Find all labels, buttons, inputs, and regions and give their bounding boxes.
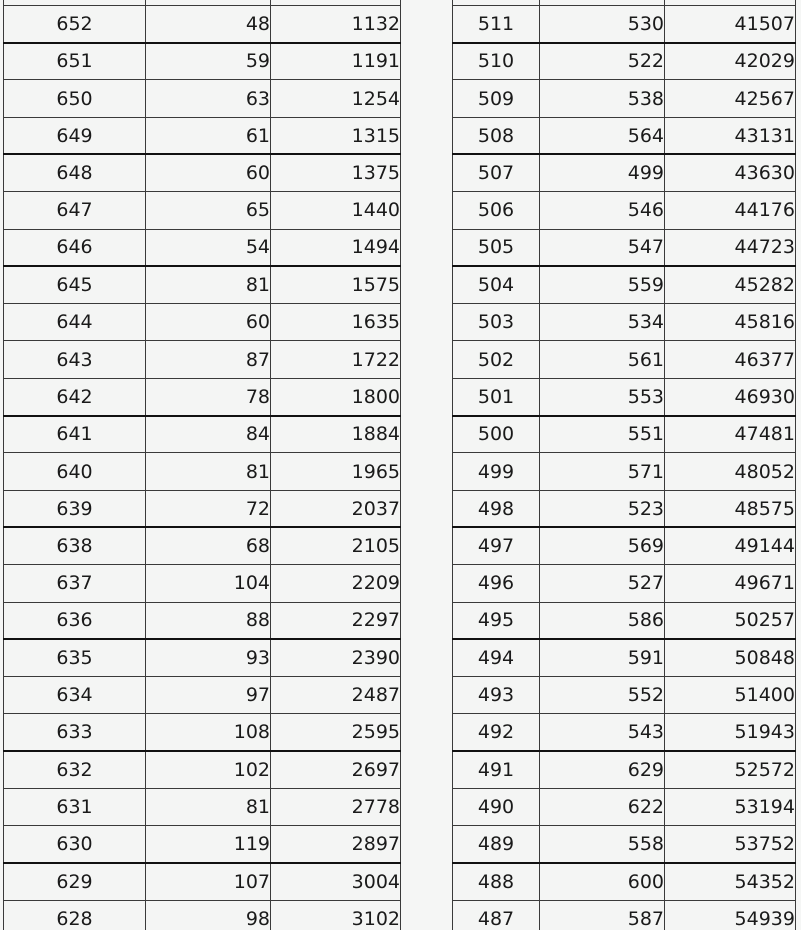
count-cell: 591	[540, 639, 665, 676]
score-cell: 638	[4, 527, 146, 564]
table-row	[453, 490, 796, 527]
count-cell: 547	[540, 229, 665, 266]
count-cell: 558	[540, 826, 665, 863]
right-score-table	[452, 0, 796, 930]
table-row	[453, 266, 796, 303]
cumulative-cell: 1254	[271, 80, 401, 117]
cumulative-cell: 3102	[271, 900, 401, 930]
count-cell: 586	[540, 602, 665, 639]
cumulative-cell: 43630	[665, 154, 796, 191]
count-cell: 60	[146, 304, 271, 341]
count-cell: 54	[146, 229, 271, 266]
table-row	[453, 527, 796, 564]
cumulative-cell: 2897	[271, 826, 401, 863]
cumulative-cell: 54939	[665, 900, 796, 930]
table-row	[453, 565, 796, 602]
cumulative-cell: 43131	[665, 117, 796, 154]
score-cell: 494	[453, 639, 540, 676]
cumulative-cell: 53194	[665, 789, 796, 826]
table-row	[4, 154, 401, 191]
count-cell: 93	[146, 639, 271, 676]
count-cell: 60	[146, 154, 271, 191]
score-cell: 650	[4, 80, 146, 117]
score-cell: 630	[4, 826, 146, 863]
count-cell: 107	[146, 863, 271, 900]
table-row	[453, 453, 796, 490]
table-row	[4, 416, 401, 453]
count-cell: 119	[146, 826, 271, 863]
cumulative-cell: 46930	[665, 378, 796, 415]
count-cell: 522	[540, 43, 665, 80]
count-cell: 552	[540, 677, 665, 714]
score-cell: 491	[453, 751, 540, 788]
cumulative-cell: 51943	[665, 714, 796, 751]
count-cell: 559	[540, 266, 665, 303]
score-cell: 637	[4, 565, 146, 602]
score-cell: 643	[4, 341, 146, 378]
score-cell: 496	[453, 565, 540, 602]
cumulative-cell: 2105	[271, 527, 401, 564]
score-cell: 497	[453, 527, 540, 564]
cumulative-cell: 2209	[271, 565, 401, 602]
score-cell: 633	[4, 714, 146, 751]
cumulative-cell: 48052	[665, 453, 796, 490]
left-score-table	[3, 0, 401, 930]
table-row	[453, 5, 796, 42]
cumulative-cell: 44176	[665, 192, 796, 229]
count-cell: 68	[146, 527, 271, 564]
score-cell: 501	[453, 378, 540, 415]
score-cell: 492	[453, 714, 540, 751]
count-cell: 98	[146, 900, 271, 930]
table-row	[4, 900, 401, 930]
table-row	[4, 677, 401, 714]
cumulative-cell: 1494	[271, 229, 401, 266]
table-row	[4, 527, 401, 564]
table-row	[4, 789, 401, 826]
cumulative-cell: 1191	[271, 43, 401, 80]
score-cell: 640	[4, 453, 146, 490]
cumulative-cell: 1965	[271, 453, 401, 490]
score-cell: 631	[4, 789, 146, 826]
table-row	[4, 453, 401, 490]
score-cell: 646	[4, 229, 146, 266]
table-row	[4, 378, 401, 415]
table-row	[453, 154, 796, 191]
table-row	[453, 192, 796, 229]
count-cell: 63	[146, 80, 271, 117]
score-cell: 510	[453, 43, 540, 80]
table-row	[453, 900, 796, 930]
count-cell: 523	[540, 490, 665, 527]
count-cell: 97	[146, 677, 271, 714]
count-cell: 72	[146, 490, 271, 527]
count-cell: 81	[146, 453, 271, 490]
count-cell: 102	[146, 751, 271, 788]
cumulative-cell: 42029	[665, 43, 796, 80]
count-cell: 530	[540, 5, 665, 42]
score-cell: 502	[453, 341, 540, 378]
table-row	[4, 639, 401, 676]
score-cell: 636	[4, 602, 146, 639]
table-row	[453, 80, 796, 117]
score-cell: 647	[4, 192, 146, 229]
cumulative-cell: 2487	[271, 677, 401, 714]
left-table-body	[4, 0, 401, 930]
cumulative-cell: 2390	[271, 639, 401, 676]
cumulative-cell: 1132	[271, 5, 401, 42]
count-cell: 499	[540, 154, 665, 191]
count-cell: 534	[540, 304, 665, 341]
cumulative-cell: 48575	[665, 490, 796, 527]
cumulative-cell: 44723	[665, 229, 796, 266]
score-cell: 509	[453, 80, 540, 117]
count-cell: 622	[540, 789, 665, 826]
score-cell: 628	[4, 900, 146, 930]
table-row	[4, 229, 401, 266]
table-row	[453, 378, 796, 415]
table-row	[453, 229, 796, 266]
table-row	[453, 416, 796, 453]
count-cell: 108	[146, 714, 271, 751]
score-cell: 504	[453, 266, 540, 303]
score-cell: 506	[453, 192, 540, 229]
count-cell: 84	[146, 416, 271, 453]
count-cell: 78	[146, 378, 271, 415]
count-cell: 87	[146, 341, 271, 378]
score-cell: 508	[453, 117, 540, 154]
table-row	[4, 602, 401, 639]
table-row	[453, 751, 796, 788]
score-cell: 487	[453, 900, 540, 930]
cumulative-cell: 45816	[665, 304, 796, 341]
score-cell: 641	[4, 416, 146, 453]
cumulative-cell: 1575	[271, 266, 401, 303]
score-cell: 648	[4, 154, 146, 191]
score-cell: 493	[453, 677, 540, 714]
score-cell: 652	[4, 5, 146, 42]
count-cell: 59	[146, 43, 271, 80]
table-row	[453, 826, 796, 863]
table-row	[453, 677, 796, 714]
table-row	[453, 304, 796, 341]
count-cell: 61	[146, 117, 271, 154]
cumulative-cell: 1884	[271, 416, 401, 453]
count-cell: 88	[146, 602, 271, 639]
count-cell: 571	[540, 453, 665, 490]
count-cell: 527	[540, 565, 665, 602]
cumulative-cell: 3004	[271, 863, 401, 900]
score-cell: 489	[453, 826, 540, 863]
count-cell: 551	[540, 416, 665, 453]
count-cell: 546	[540, 192, 665, 229]
count-cell: 543	[540, 714, 665, 751]
right-table-body	[453, 0, 796, 930]
cumulative-cell: 50848	[665, 639, 796, 676]
table-row	[4, 5, 401, 42]
table-row	[453, 602, 796, 639]
table-row	[4, 751, 401, 788]
cumulative-cell: 2697	[271, 751, 401, 788]
cumulative-cell: 41507	[665, 5, 796, 42]
table-row	[453, 789, 796, 826]
score-cell: 634	[4, 677, 146, 714]
cumulative-cell: 49144	[665, 527, 796, 564]
score-cell: 651	[4, 43, 146, 80]
cumulative-cell: 42567	[665, 80, 796, 117]
table-row	[4, 826, 401, 863]
cumulative-cell: 2297	[271, 602, 401, 639]
table-row	[4, 341, 401, 378]
score-cell: 503	[453, 304, 540, 341]
table-row	[453, 43, 796, 80]
count-cell: 629	[540, 751, 665, 788]
score-cell: 498	[453, 490, 540, 527]
table-row	[453, 341, 796, 378]
score-cell: 488	[453, 863, 540, 900]
cumulative-cell: 45282	[665, 266, 796, 303]
cumulative-cell: 53752	[665, 826, 796, 863]
count-cell: 81	[146, 266, 271, 303]
score-cell: 505	[453, 229, 540, 266]
score-cell: 649	[4, 117, 146, 154]
score-cell: 635	[4, 639, 146, 676]
score-cell: 511	[453, 5, 540, 42]
count-cell: 569	[540, 527, 665, 564]
table-row	[4, 192, 401, 229]
table-row	[453, 639, 796, 676]
score-cell: 499	[453, 453, 540, 490]
cumulative-cell: 51400	[665, 677, 796, 714]
score-cell: 645	[4, 266, 146, 303]
score-cell: 490	[453, 789, 540, 826]
cumulative-cell: 1375	[271, 154, 401, 191]
cumulative-cell: 1800	[271, 378, 401, 415]
count-cell: 48	[146, 5, 271, 42]
table-row	[4, 266, 401, 303]
count-cell: 81	[146, 789, 271, 826]
score-cell: 500	[453, 416, 540, 453]
table-row	[4, 863, 401, 900]
score-cell: 507	[453, 154, 540, 191]
cumulative-cell: 1315	[271, 117, 401, 154]
score-cell: 642	[4, 378, 146, 415]
table-row	[4, 117, 401, 154]
cumulative-cell: 52572	[665, 751, 796, 788]
cumulative-cell: 2595	[271, 714, 401, 751]
score-cell: 495	[453, 602, 540, 639]
cumulative-cell: 2037	[271, 490, 401, 527]
cumulative-cell: 2778	[271, 789, 401, 826]
table-row	[4, 565, 401, 602]
cumulative-cell: 54352	[665, 863, 796, 900]
table-row	[453, 863, 796, 900]
count-cell: 561	[540, 341, 665, 378]
count-cell: 564	[540, 117, 665, 154]
score-cell: 644	[4, 304, 146, 341]
cumulative-cell: 50257	[665, 602, 796, 639]
cumulative-cell: 46377	[665, 341, 796, 378]
cumulative-cell: 49671	[665, 565, 796, 602]
score-cell: 629	[4, 863, 146, 900]
cumulative-cell: 1440	[271, 192, 401, 229]
cumulative-cell: 47481	[665, 416, 796, 453]
count-cell: 600	[540, 863, 665, 900]
table-row	[4, 490, 401, 527]
cumulative-cell: 1635	[271, 304, 401, 341]
table-row	[4, 80, 401, 117]
score-cell: 632	[4, 751, 146, 788]
count-cell: 65	[146, 192, 271, 229]
cumulative-cell: 1722	[271, 341, 401, 378]
score-cell: 639	[4, 490, 146, 527]
count-cell: 587	[540, 900, 665, 930]
table-row	[453, 117, 796, 154]
table-row	[4, 714, 401, 751]
table-row	[453, 714, 796, 751]
count-cell: 538	[540, 80, 665, 117]
count-cell: 104	[146, 565, 271, 602]
table-row	[4, 43, 401, 80]
table-row	[4, 304, 401, 341]
count-cell: 553	[540, 378, 665, 415]
